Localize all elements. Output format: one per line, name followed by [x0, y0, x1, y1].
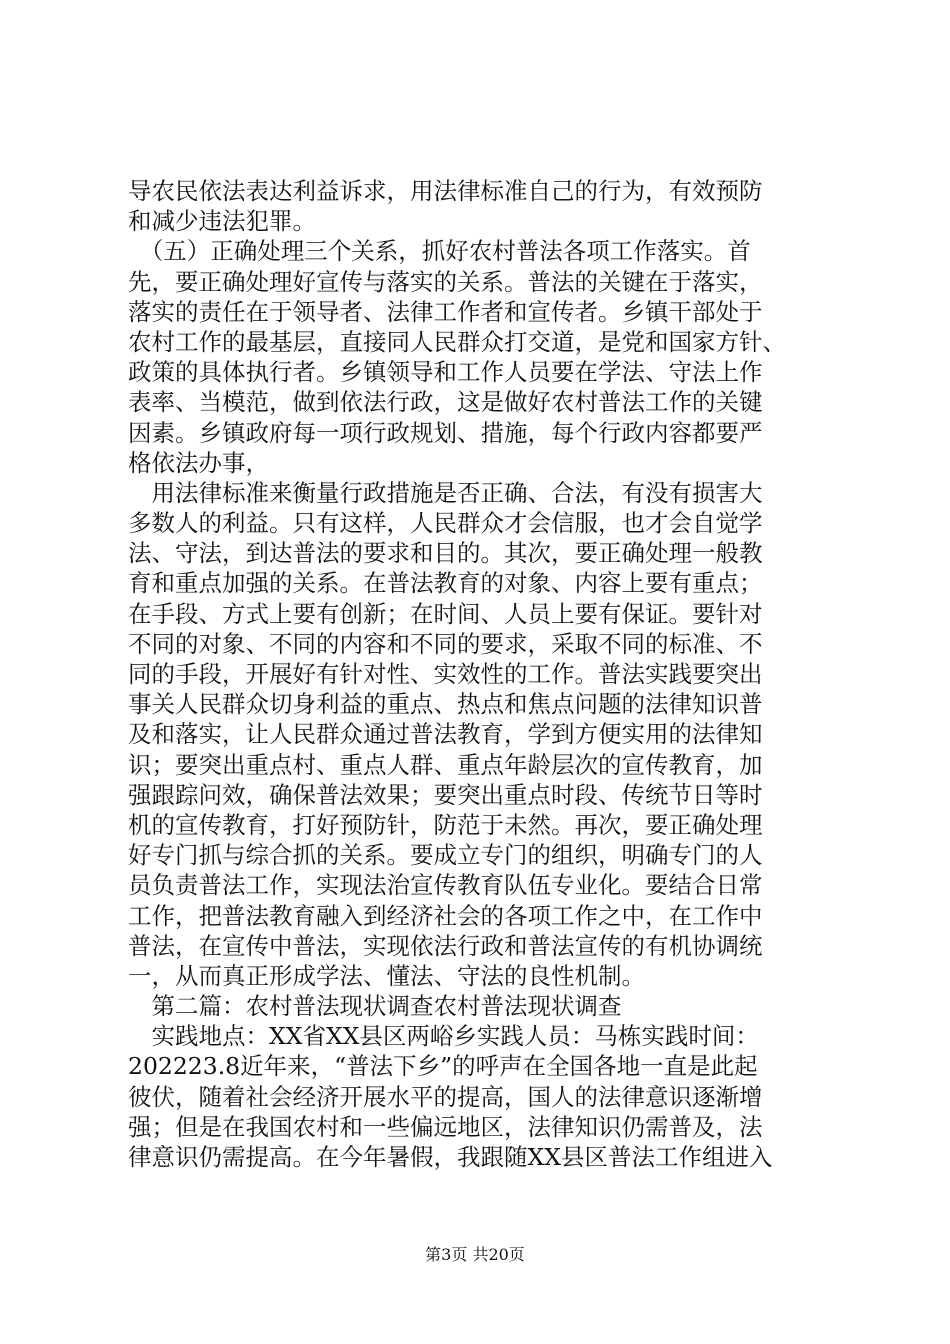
- text-line: （五）正确处理三个关系，抓好农村普法各项工作落实。首: [128, 237, 751, 266]
- text-line: 员负责普法工作，实现法治宣传教育队伍专业化。要结合日常: [128, 871, 763, 900]
- document-body: [128, 176, 828, 1172]
- text-line: 导农民依法表达利益诉求，用法律标准自己的行为，有效预防: [128, 177, 763, 205]
- text-line: 强跟踪问效，确保普法效果；要突出重点时段、传统节日等时: [128, 780, 763, 809]
- text-line: 事关人民群众切身利益的重点、热点和焦点问题的法律知识普: [128, 690, 763, 719]
- text-line: 落实的责任在于领导者、法律工作者和宣传者。乡镇干部处于: [128, 297, 763, 326]
- section-heading: 第二篇：农村普法现状调查农村普法现状调查: [128, 992, 622, 1021]
- text-line: 202223.8近年来，“普法下乡”的呼声在全国各地一直是此起: [128, 1052, 758, 1081]
- text-line: 同的手段，开展好有针对性、实效性的工作。普法实践要突出: [128, 660, 763, 688]
- text-line: 及和落实，让人民群众通过普法教育，学到方便实用的法律知: [128, 720, 763, 749]
- text-line: 普法，在宣传中普法，实现依法行政和普法宣传的有机协调统: [128, 931, 763, 960]
- text-line: 农村工作的最基层，直接同人民群众打交道，是党和国家方针、: [128, 327, 786, 356]
- text-line: 法、守法，到达普法的要求和目的。其次，要正确处理一般教: [128, 539, 763, 568]
- text-line: 不同的对象、不同的内容和不同的要求，采取不同的标准、不: [128, 629, 763, 658]
- page-number: 第3页 共20页: [425, 1245, 525, 1264]
- text-line: 因素。乡镇政府每一项行政规划、措施，每个行政内容都要严: [128, 418, 763, 447]
- text-line: 在手段、方式上要有创新；在时间、人员上要有保证。要针对: [128, 599, 763, 628]
- text-line: 育和重点加强的关系。在普法教育的对象、内容上要有重点；: [128, 569, 763, 598]
- text-line: 彼伏，随着社会经济开展水平的提高，国人的法律意识逐渐增: [128, 1082, 763, 1111]
- text-line: 多数人的利益。只有这样，人民群众才会信服，也才会自觉学: [128, 509, 763, 538]
- text-line: 格依法办事，: [128, 448, 269, 477]
- text-line: 机的宣传教育，打好预防针，防范于未然。再次，要正确处理: [128, 810, 763, 839]
- text-line: 强；但是在我国农村和一些偏远地区，法律知识仍需普及，法: [128, 1112, 763, 1141]
- text-line: 识；要突出重点村、重点人群、重点年龄层次的宣传教育，加: [128, 750, 763, 779]
- text-line: 实践地点：XX省XX县区两峪乡实践人员：马栋实践时间：: [128, 1022, 759, 1051]
- text-line: 和减少违法犯罪。: [128, 207, 316, 236]
- text-line: 政策的具体执行者。乡镇领导和工作人员要在学法、守法上作: [128, 358, 763, 387]
- text-line: 用法律标准来衡量行政措施是否正确、合法，有没有损害大: [128, 478, 763, 507]
- text-line: 表率、当模范，做到依法行政，这是做好农村普法工作的关键: [128, 388, 763, 417]
- text-line: 律意识仍需提高。在今年暑假，我跟随XX县区普法工作组进入: [128, 1143, 773, 1171]
- text-line: 工作，把普法教育融入到经济社会的各项工作之中，在工作中: [128, 901, 763, 930]
- text-line: 好专门抓与综合抓的关系。要成立专门的组织，明确专门的人: [128, 841, 763, 870]
- text-line: 一，从而真正形成学法、懂法、守法的良性机制。: [128, 961, 645, 990]
- text-line: 先，要正确处理好宣传与落实的关系。普法的关键在于落实，: [128, 267, 763, 296]
